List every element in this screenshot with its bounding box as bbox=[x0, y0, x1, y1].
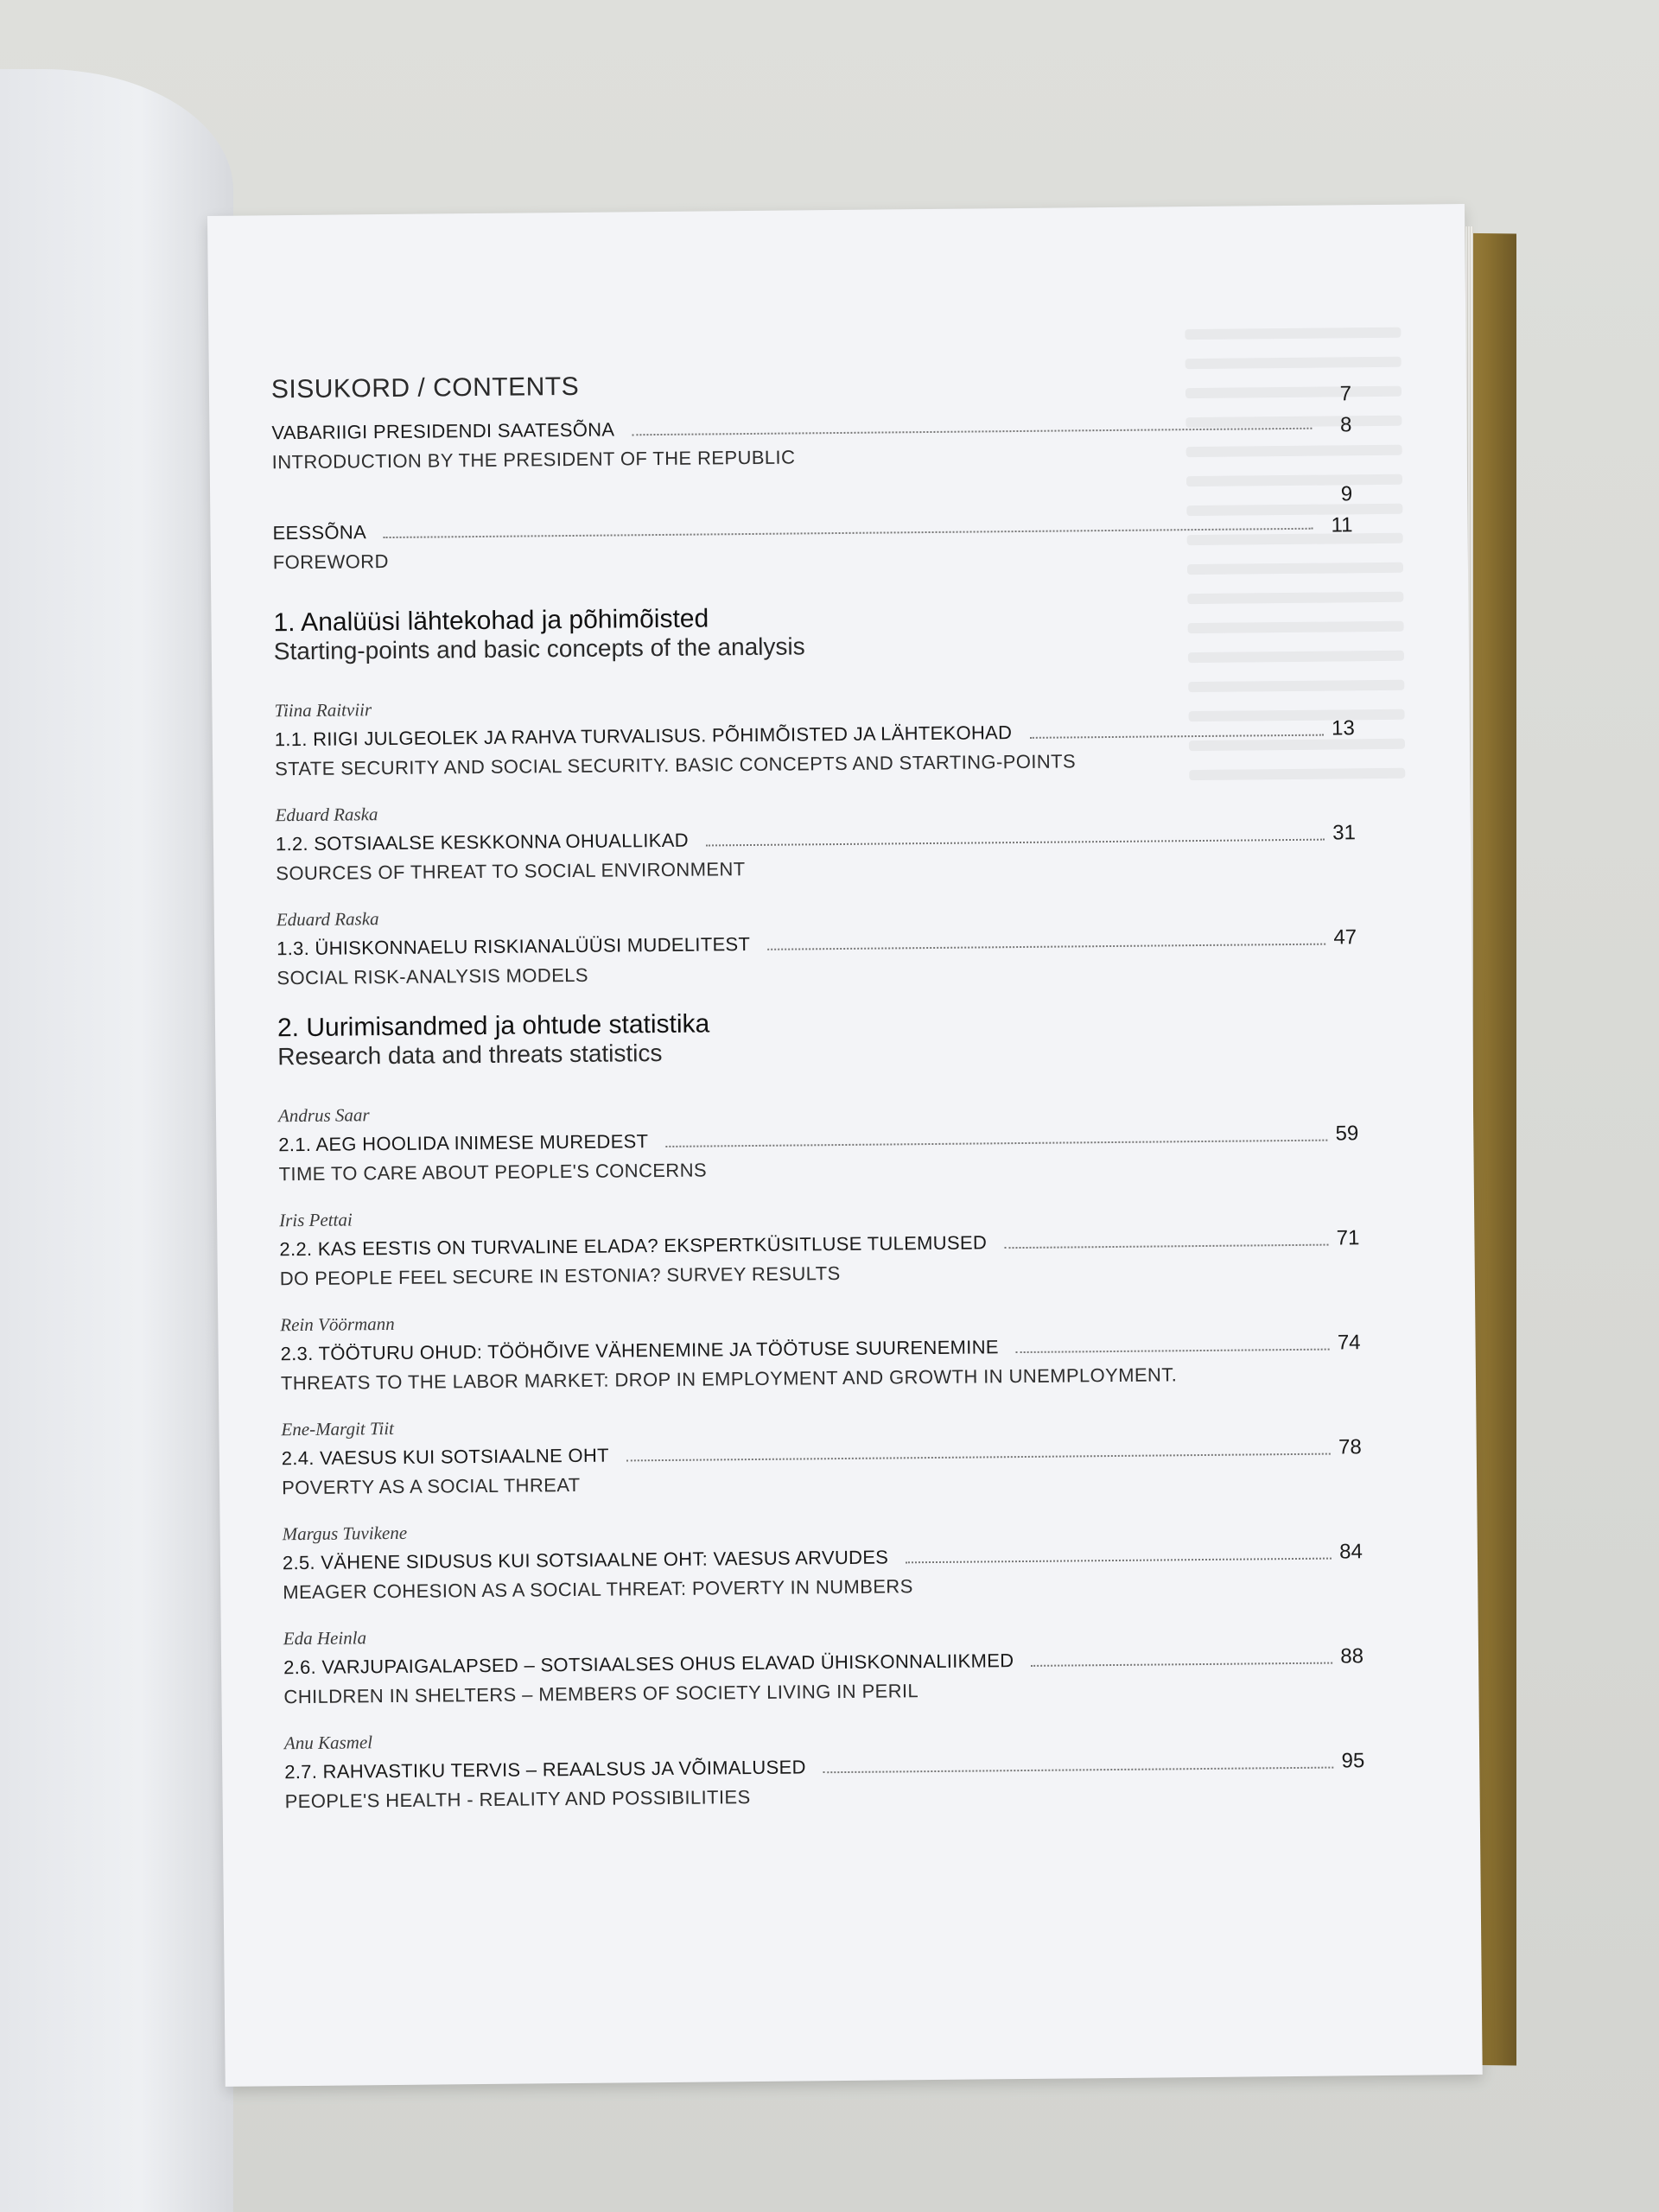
entry-title-en: DO PEOPLE FEEL SECURE IN ESTONIA? SURVEY RESULTS bbox=[279, 1262, 841, 1290]
author: Anu Kasmel bbox=[283, 1732, 373, 1754]
table-of-contents bbox=[271, 365, 1365, 1837]
page-number: 7 bbox=[1339, 382, 1352, 406]
author: Eduard Raska bbox=[276, 908, 379, 931]
entry-title-en: SOCIAL RISK-ANALYSIS MODELS bbox=[276, 963, 589, 989]
page-number: 78 bbox=[1338, 1435, 1362, 1459]
entry-title-en: MEAGER COHESION AS A SOCIAL THREAT: POVERTY IN NUMBERS bbox=[283, 1575, 913, 1604]
author: Rein Vöörmann bbox=[280, 1313, 395, 1336]
entry-title-et: 1.1. RIIGI JULGEOLEK JA RAHVA TURVALISUS. PÕHIMÕISTED JA LÄHTEKOHAD bbox=[274, 721, 1013, 751]
entry-title-en: THREATS TO THE LABOR MARKET: DROP IN EMPLOYMENT AND GROWTH IN UNEMPLOYMENT. bbox=[280, 1363, 1178, 1395]
page-number: 71 bbox=[1336, 1226, 1360, 1250]
toc-entry bbox=[274, 690, 1355, 780]
page-number: 88 bbox=[1340, 1644, 1364, 1669]
section-subtitle: Starting-points and basic concepts of the analysis bbox=[273, 632, 805, 665]
page-number: 47 bbox=[1333, 925, 1357, 950]
entry-title-en: PEOPLE'S HEALTH - REALITY AND POSSIBILITIES bbox=[284, 1786, 751, 1813]
dot-leader bbox=[823, 1766, 1334, 1774]
left-page-curl bbox=[0, 69, 233, 2212]
entry-title-en: FOREWORD bbox=[272, 550, 389, 574]
page-number: 9 bbox=[1340, 482, 1353, 506]
toc-entry bbox=[276, 794, 1357, 885]
page-number: 84 bbox=[1339, 1540, 1363, 1564]
page-numbers bbox=[1340, 378, 1352, 441]
dot-leader bbox=[706, 838, 1325, 847]
section-title: 2. Uurimisandmed ja ohtude statistika bbox=[276, 1009, 710, 1043]
section-subtitle: Research data and threats statistics bbox=[277, 1039, 663, 1071]
page-number: 74 bbox=[1337, 1331, 1361, 1355]
toc-entry bbox=[283, 1513, 1363, 1604]
contents-page bbox=[207, 204, 1483, 2087]
entry-title-en: POVERTY AS A SOCIAL THREAT bbox=[282, 1473, 581, 1499]
toc-entry bbox=[276, 899, 1357, 989]
entry-title-en: STATE SECURITY AND SOCIAL SECURITY. BASIC CONCEPTS AND STARTING-POINTS bbox=[275, 750, 1077, 780]
entry-title-et: 2.3. TÖÖTURU OHUD: TÖÖHÕIVE VÄHENEMINE JA TÖÖTUSE SUURENEMINE bbox=[280, 1336, 999, 1365]
author: Eduard Raska bbox=[275, 804, 378, 826]
author: Ene-Margit Tiit bbox=[281, 1417, 395, 1440]
page-number: 13 bbox=[1331, 716, 1355, 741]
entry-title-et: VABARIIGI PRESIDENDI SAATESÕNA bbox=[271, 418, 615, 444]
author: Andrus Saar bbox=[277, 1104, 370, 1127]
entry-title-et: 2.2. KAS EESTIS ON TURVALINE ELADA? EKSPERTKÜSITLUSE TULEMUSED bbox=[279, 1231, 988, 1261]
entry-title-et: 2.7. RAHVASTIKU TERVIS – REAALSUS JA VÕIMALUSED bbox=[284, 1756, 806, 1783]
toc-entry bbox=[283, 1618, 1364, 1708]
dot-leader bbox=[906, 1557, 1332, 1564]
author: Iris Pettai bbox=[279, 1209, 353, 1231]
dot-leader bbox=[665, 1139, 1327, 1147]
dot-leader bbox=[384, 527, 1313, 538]
author: Tiina Raitviir bbox=[274, 699, 372, 721]
toc-entry bbox=[279, 1199, 1360, 1290]
entry-title-en: CHILDREN IN SHELTERS – MEMBERS OF SOCIETY LIVING IN PERIL bbox=[283, 1680, 919, 1708]
dot-leader bbox=[626, 1452, 1331, 1462]
entry-title-et: 2.6. VARJUPAIGALAPSED – SOTSIAALSES OHUS ELAVAD ÜHISKONNALIIKMED bbox=[283, 1649, 1014, 1679]
toc-entry bbox=[278, 1095, 1359, 1185]
page-number: 95 bbox=[1341, 1749, 1365, 1773]
contents-title: SISUKORD / CONTENTS bbox=[270, 372, 580, 404]
dot-leader bbox=[1016, 1348, 1330, 1353]
page-number: 31 bbox=[1332, 821, 1357, 845]
section-title: 1. Analüüsi lähtekohad ja põhimõisted bbox=[273, 604, 709, 638]
dot-leader bbox=[1031, 1662, 1332, 1667]
toc-entry bbox=[280, 1304, 1361, 1395]
toc-entry-foreword bbox=[272, 482, 1353, 574]
page-number: 11 bbox=[1331, 513, 1353, 537]
page-number: 59 bbox=[1335, 1122, 1359, 1146]
entry-title-et: 1.2. SOTSIAALSE KESKKONNA OHUALLIKAD bbox=[275, 829, 689, 855]
page-numbers bbox=[1331, 479, 1353, 541]
dot-leader bbox=[1029, 734, 1324, 739]
page-number: 8 bbox=[1339, 413, 1352, 437]
toc-entry bbox=[281, 1408, 1362, 1499]
dot-leader bbox=[1004, 1243, 1328, 1249]
entry-title-et: 2.1. AEG HOOLIDA INIMESE MUREDEST bbox=[278, 1130, 649, 1156]
entry-title-en: TIME TO CARE ABOUT PEOPLE'S CONCERNS bbox=[278, 1159, 708, 1185]
entry-title-et: 2.4. VAESUS KUI SOTSIAALNE OHT bbox=[281, 1444, 609, 1470]
toc-entry bbox=[284, 1722, 1365, 1813]
dot-leader bbox=[632, 427, 1312, 436]
entry-title-en: INTRODUCTION BY THE PRESIDENT OF THE REPUBLIC bbox=[271, 446, 796, 474]
entry-title-et: 1.3. ÜHISKONNAELU RISKIANALÜÜSI MUDELITEST bbox=[276, 933, 751, 960]
author: Margus Tuvikene bbox=[282, 1522, 408, 1545]
entry-title-et: 2.5. VÄHENE SIDUSUS KUI SOTSIAALNE OHT: VAESUS ARVUDES bbox=[282, 1546, 889, 1574]
entry-title-et: EESSÕNA bbox=[272, 521, 367, 544]
dot-leader bbox=[767, 943, 1325, 950]
entry-title-en: SOURCES OF THREAT TO SOCIAL ENVIRONMENT bbox=[276, 858, 746, 885]
author: Eda Heinla bbox=[283, 1627, 367, 1649]
